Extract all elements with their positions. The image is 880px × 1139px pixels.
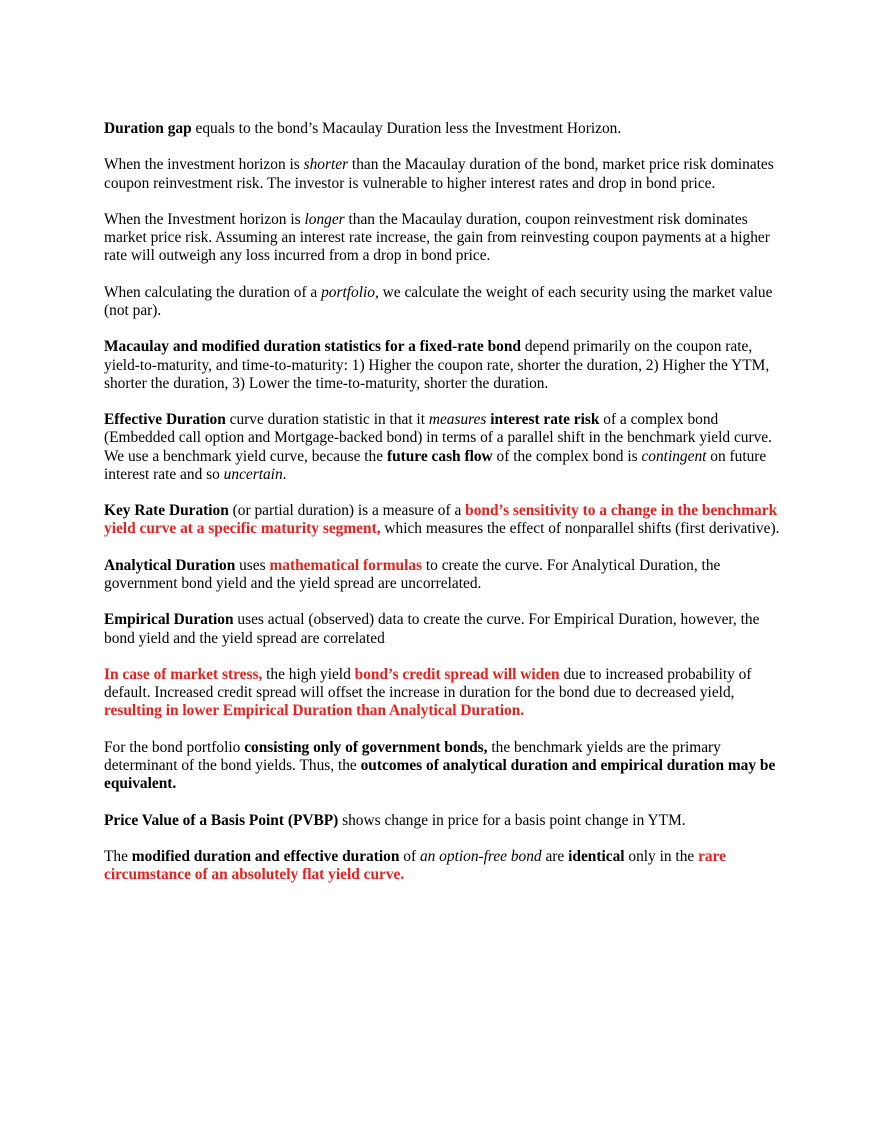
bold-text: outcomes of analytical duration and empirical duration may be equivalent. [104,756,776,793]
paragraph [104,156,780,192]
highlighted-text: mathematical formulas [269,556,423,574]
paragraph [104,502,780,538]
bold-text: consisting only of government bonds, [244,738,488,756]
text-segment: For the bond portfolio [104,738,245,756]
text-segment: depend primarily on the coupon rate, yield-to-maturity, and time-to-maturity: 1) Higher the coupon rate, shorter the duration, 2) Higher the YTM, shorter the duration, 3) Lower the time-to-maturity, shorter the duration. [104,338,770,392]
paragraph [104,411,780,484]
text-segment: we calculate the weight of each security using the market value (not par). [104,283,773,319]
highlighted-text: resulting in lower Empirical Duration than Analytical Duration. [104,702,525,720]
bold-text: modified duration and effective duration [131,847,400,865]
italic-text: shorter [303,156,349,174]
text-segment: due to increased probability of default. Increased credit spread will offset the increase in duration for the bond due to decreased yield, [104,665,752,702]
italic-text: uncertain [223,465,283,483]
text-segment: . [282,465,287,483]
text-segment: When the Investment horizon is [104,210,305,228]
paragraph [104,211,780,266]
bold-text: future cash flow [386,447,493,465]
text-segment: curve duration statistic in that it [225,411,429,429]
italic-text: longer [304,210,345,228]
paragraph [104,848,780,884]
highlighted-text: bond’s credit spread will widen [354,665,560,683]
bold-text: Effective Duration [104,411,226,429]
text-segment: of a complex bond (Embedded call option and Mortgage-backed bond) in terms of a parallel shift in the benchmark yield curve. We use a benchmark yield curve, because the [104,411,772,465]
text-segment: are [541,847,569,865]
text-segment: on future interest rate and so [104,447,767,483]
text-segment: the benchmark yields are the primary determinant of the bond yields. Thus, the [104,738,721,774]
document-body [104,120,780,903]
text-segment: to create the curve. For Analytical Duration, the government bond yield and the yield spread are uncorrelated. [104,556,721,592]
highlighted-text: rare circumstance of an absolutely flat yield curve. [104,847,726,884]
text-segment: uses [235,556,270,574]
bold-text: Empirical Duration [104,611,234,629]
paragraph [104,557,780,593]
paragraph [104,120,780,138]
paragraph [104,611,780,647]
text-segment: When the investment horizon is [104,156,304,174]
italic-text: portfolio, [321,283,379,301]
bold-text: interest rate risk [490,411,600,429]
text-segment: The [104,847,132,865]
text-segment: than the Macaulay duration, coupon reinvestment risk dominates market price risk. Assuming an interest rate increase, the gain from reinvesting coupon payments at a higher rate will outweigh any loss incurred from a drop in bond price. [104,210,770,265]
bold-text: Analytical Duration [104,556,236,574]
text-segment: than the Macaulay duration of the bond, market price risk dominates coupon reinvestment risk. The investor is vulnerable to higher interest rates and drop in bond price. [104,156,774,192]
text-segment: When calculating the duration of a [104,283,322,301]
paragraph [104,338,780,393]
bold-text: Price Value of a Basis Point (PVBP) [104,811,339,829]
highlighted-text: In case of market stress, [104,665,263,683]
text-segment: of [399,847,420,865]
paragraph [104,739,780,794]
text-segment: which measures the effect of nonparallel shifts (first derivative). [380,520,780,538]
bold-text: Key Rate Duration [104,502,229,520]
text-segment: shows change in price for a basis point change in YTM. [338,811,686,829]
paragraph [104,812,780,830]
italic-text: contingent [641,447,707,465]
paragraph [104,666,780,721]
text-segment: uses actual (observed) data to create the curve. For Empirical Duration, however, the bond yield and the yield spread are correlated [104,611,760,647]
italic-text: measures [428,411,487,429]
text-segment: of the complex bond is [492,447,642,465]
italic-text: an option-free bond [419,847,542,865]
text-segment: equals to the bond’s Macaulay Duration less the Investment Horizon. [191,120,622,137]
bold-text: identical [568,847,625,865]
paragraph [104,284,780,320]
bold-text: Macaulay and modified duration statistics for a fixed-rate bond [104,338,521,356]
text-segment: only in the [624,847,699,865]
text-segment: the high yield [262,665,355,683]
bold-text: Duration gap [104,120,192,137]
highlighted-text: bond’s sensitivity to a change in the benchmark yield curve at a specific maturity segment, [104,502,778,538]
text-segment: (or partial duration) is a measure of a [228,502,466,520]
